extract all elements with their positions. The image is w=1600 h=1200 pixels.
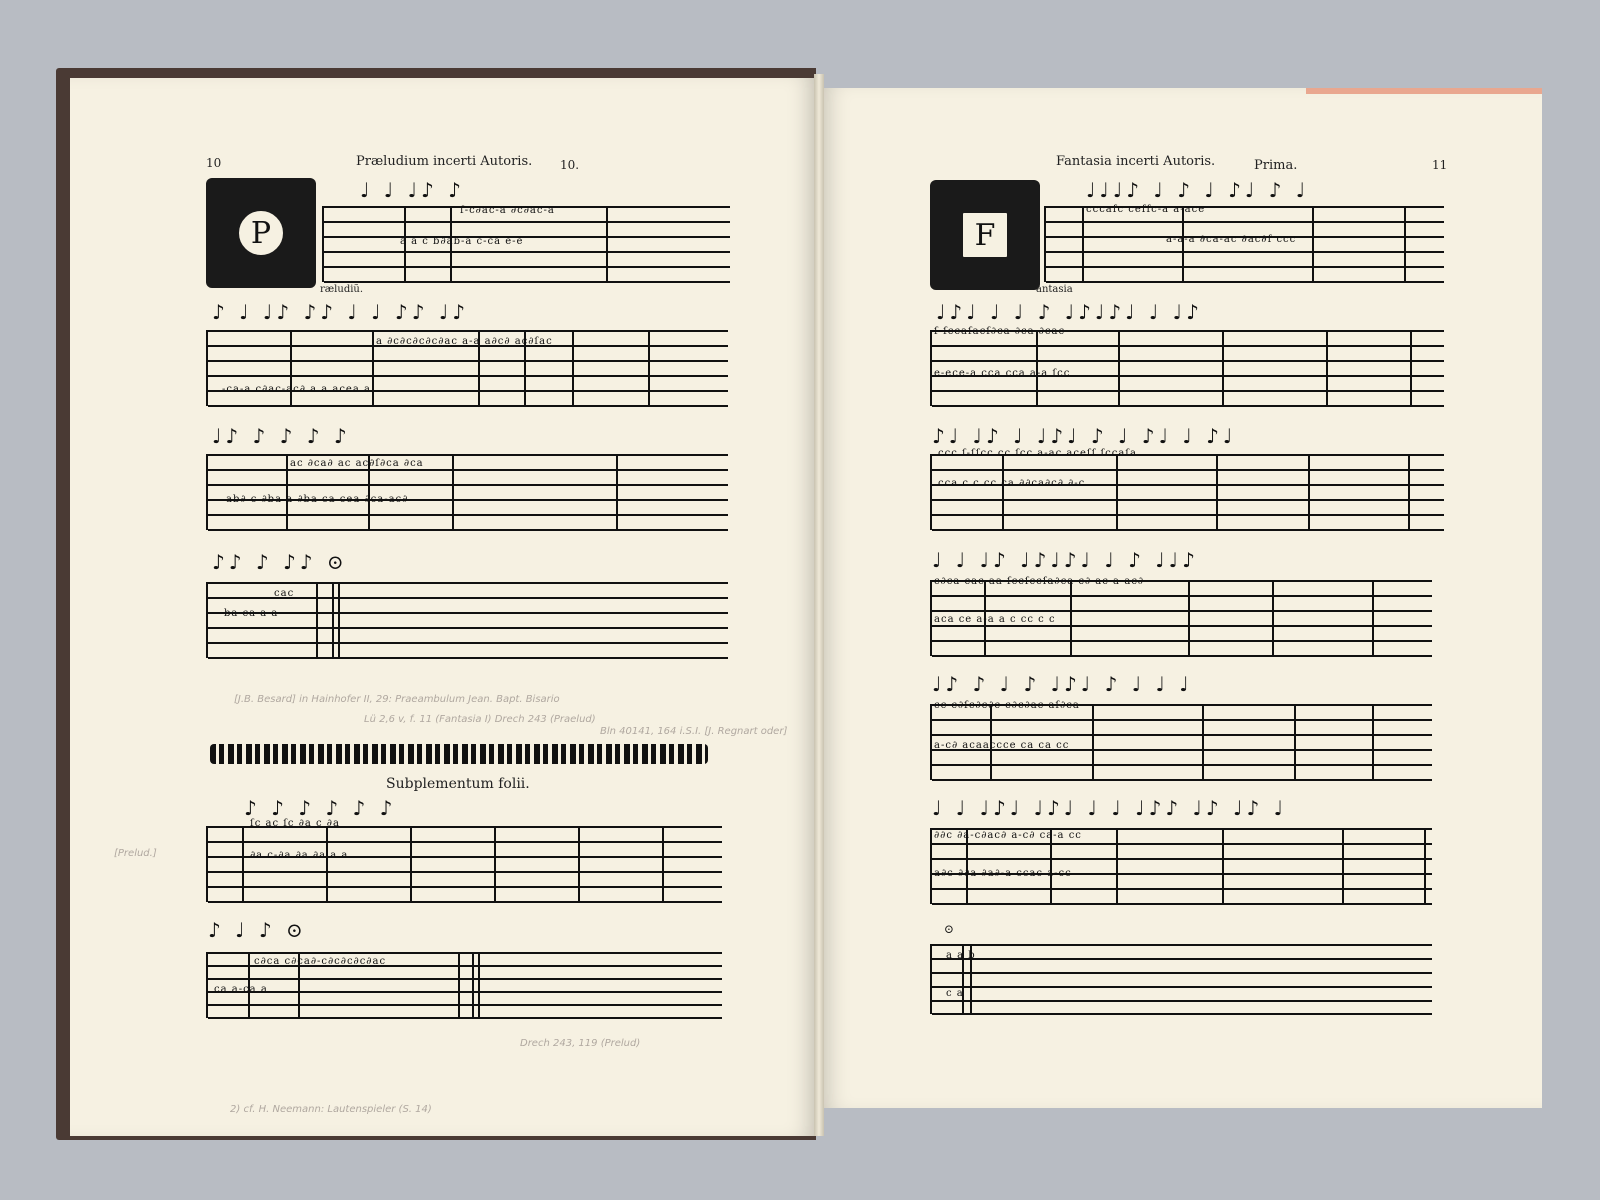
tab-notes-bottom: ba ca a a bbox=[224, 608, 279, 619]
tab-staff bbox=[206, 826, 722, 902]
page-title-left: Præludium incerti Autoris. bbox=[356, 154, 533, 169]
rhythm-line: ♪ ♪ ♪ ♪ ♪ ♪ bbox=[244, 796, 397, 820]
tab-notes-bottom: ca a-ca a bbox=[214, 984, 268, 995]
tab-staff bbox=[206, 454, 728, 530]
tab-notes-bottom: -ca-a c∂ac-ac∂ a a acea a bbox=[222, 384, 371, 395]
tab-notes-top: ſ-c∂ac-a ∂c∂ac-a bbox=[460, 205, 555, 216]
tab-notes-bottom: a-c∂ acaaccce ca ca cc bbox=[934, 740, 1070, 751]
tab-staff bbox=[930, 944, 1432, 1014]
rhythm-line: ♪ ♩ ♪ ⊙ bbox=[208, 918, 307, 942]
page-number-left: 10 bbox=[206, 156, 222, 170]
tab-notes-top: a ∂c∂c∂c∂c∂ac a-a a∂c∂ ac∂ſac bbox=[376, 336, 553, 347]
tab-notes-bottom: a∂c ∂∂a ∂a∂-a ccac a-cc bbox=[934, 868, 1072, 879]
rhythm-line: ♩♪♩ ♩ ♩ ♪ ♩♪♩♪♩ ♩ ♩♪ bbox=[936, 300, 1203, 324]
rhythm-line: ♩ ♩ ♩♪ ♪ bbox=[360, 178, 465, 202]
tab-notes-top: cc c∂ſc∂c∂c c∂c∂ac aſ∂ca bbox=[934, 700, 1080, 711]
rhythm-line: ♪ ♩ ♩♪ ♪♪ ♩ ♩ ♪♪ ♩♪ bbox=[212, 300, 470, 324]
page-title-right-suffix: Prima. bbox=[1254, 158, 1298, 173]
tab-notes-top: ſc ac ſc ∂a c ∂a bbox=[250, 818, 340, 829]
pencil-note: [J.B. Besard] in Hainhofer II, 29: Praeambulum Jean. Bapt. Bisario bbox=[234, 694, 560, 705]
section-subtitle: Subplementum folii. bbox=[386, 776, 530, 792]
tab-notes-bottom: ab∂ c ∂ba a ∂ba ca cea ∂ca-ac∂ bbox=[226, 494, 409, 505]
tab-notes-top: cccaſc ceſſc-a a-ace bbox=[1086, 204, 1206, 215]
tab-notes-top: c∂ca cac aa ſccſccſa∂ca c∂ ac a-ac∂ bbox=[934, 576, 1145, 587]
tab-notes-top: c∂ca c∂ca∂-c∂c∂c∂c∂ac bbox=[254, 956, 387, 967]
pencil-note: Bln 40141, 164 i.S.I. [J. Regnart oder] bbox=[600, 726, 788, 737]
tab-notes-bottom: ∂a c-∂a ∂a ∂a a a bbox=[250, 850, 349, 861]
decorative-ornament-band bbox=[210, 744, 708, 764]
tab-notes-bottom: cca c c cc ca ∂∂ca∂c∂ ∂-c bbox=[938, 478, 1086, 489]
page-edge-red-tint bbox=[1306, 88, 1542, 94]
page-title-right: Fantasia incerti Autoris. bbox=[1056, 154, 1216, 169]
initial-caption-left: ræludiũ. bbox=[320, 284, 364, 295]
tab-staff bbox=[322, 206, 730, 282]
tab-notes-bottom: a a c b∂ab-a c-ca e-e bbox=[400, 236, 524, 247]
tab-notes-top: ac ∂ca∂ ac ac∂ſ∂ca ∂ca bbox=[290, 458, 424, 469]
book-gutter bbox=[814, 74, 824, 1136]
pencil-note: Lü 2,6 v, f. 11 (Fantasia I) Drech 243 (Praelud) bbox=[364, 714, 596, 725]
tab-notes-top: cac bbox=[274, 588, 295, 599]
page-number-right: 11 bbox=[1432, 158, 1448, 172]
fermata-mark: ⊙ bbox=[944, 922, 955, 936]
decorated-initial-f bbox=[930, 180, 1040, 290]
pencil-note: [Prelud.] bbox=[114, 848, 157, 859]
tab-notes-bottom: e-ece-a cca cca a-a ſcc bbox=[934, 368, 1071, 379]
rhythm-line: ♩♩♩♪ ♩ ♪ ♩ ♪♩ ♪ ♩ bbox=[1086, 178, 1310, 202]
rhythm-line: ♩ ♩ ♩♪♩ ♩♪♩ ♩ ♩ ♩♪♪ ♩♪ ♩♪ ♩ bbox=[932, 796, 1288, 820]
initial-caption-right: antasia bbox=[1036, 284, 1073, 295]
tab-notes-bottom: aca ce a-a a c cc c c bbox=[934, 614, 1056, 625]
rhythm-line: ♩♪ ♪ ♩ ♪ ♩♪♩ ♪ ♩ ♩ ♩ bbox=[932, 672, 1193, 696]
tab-notes-top: ſ-ſccaſacſ∂ca ∂ca ∂cac bbox=[934, 326, 1066, 337]
rhythm-line: ♩♪ ♪ ♪ ♪ ♪ bbox=[212, 424, 351, 448]
pencil-note: Drech 243, 119 (Prelud) bbox=[520, 1038, 641, 1049]
tab-notes-bottom: c a bbox=[946, 988, 964, 999]
tab-notes-bottom: a-a-a ∂ca-ac ∂ac∂ſ ccc bbox=[1166, 234, 1297, 245]
tab-notes-top: a a b bbox=[946, 950, 976, 961]
pencil-note: 2) cf. H. Neemann: Lautenspieler (S. 14) bbox=[230, 1104, 432, 1115]
tab-notes-top: ccc ſ-ſſcc cc ſcc a-ac aceſſ ſccaſa bbox=[938, 448, 1137, 459]
decorated-initial-p bbox=[206, 178, 316, 288]
initial-letter: P bbox=[236, 208, 286, 258]
tab-notes-top: ∂∂c ∂a-c∂ac∂ a-c∂ ca-a cc bbox=[934, 830, 1082, 841]
print-marker: 10. bbox=[560, 158, 580, 172]
rhythm-line: ♪♩ ♩♪ ♩ ♩♪♩ ♪ ♩ ♪♩ ♩ ♪♩ bbox=[932, 424, 1237, 448]
initial-letter: F bbox=[960, 210, 1010, 260]
rhythm-line: ♩ ♩ ♩♪ ♩♪♩♪♩ ♩ ♪ ♩♩♪ bbox=[932, 548, 1199, 572]
tab-staff bbox=[930, 454, 1444, 530]
rhythm-line: ♪♪ ♪ ♪♪ ⊙ bbox=[212, 550, 348, 574]
